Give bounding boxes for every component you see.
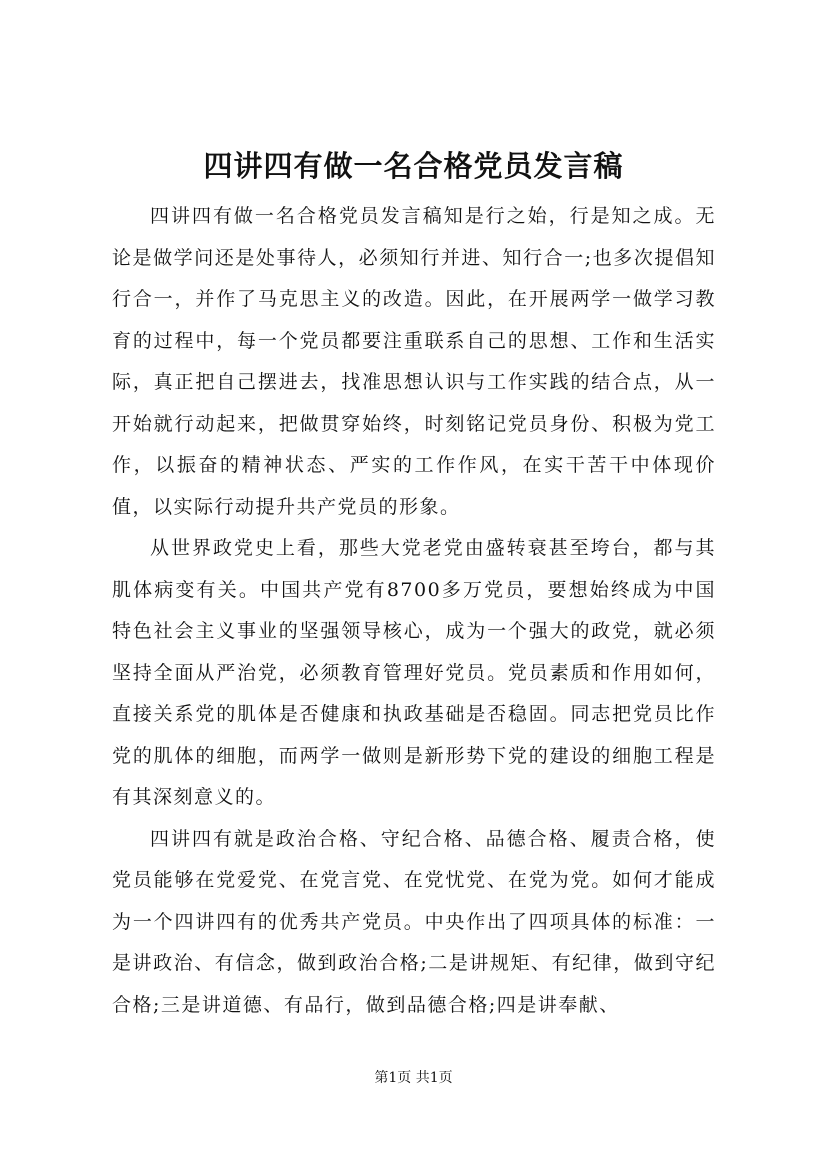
paragraph-2: 从世界政党史上看，那些大党老党由盛转衰甚至垮台，都与其肌体病变有关。中国共产党有8700多万党员，要想始终成为中国特色社会主义事业的坚强领导核心，成为一个强大的政党，就必须坚持全面从严治党，必须教育管理好党员。党员素质和作用如何，直接关系党的肌体是否健康和执政基础是否稳固。同志把党员比作党的肌体的细胞，而两学一做则是新形势下党的建设的细胞工程是有其深刻意义的。 bbox=[112, 537, 716, 808]
paragraph-1: 四讲四有做一名合格党员发言稿知是行之始，行是知之成。无论是做学问还是处事待人，必须知行并进、知行合一;也多次提倡知行合一，并作了马克思主义的改造。因此，在开展两学一做学习教育的过程中，每一个党员都要注重联系自己的思想、工作和生活实际，真正把自己摆进去，找准思想认识与工作实践的结合点，从一开始就行动起来，把做贯穿始终，时刻铭记党员身份、积极为党工作，以振奋的精神状态、严实的工作作风，在实干苦干中体现价值，以实际行动提升共产党员的形象。 bbox=[112, 205, 716, 518]
page-footer: 第1页 共1页 bbox=[374, 1070, 453, 1086]
document-title: 四讲四有做一名合格党员发言稿 bbox=[203, 149, 624, 183]
paragraph-3: 四讲四有就是政治合格、守纪合格、品德合格、履责合格，使党员能够在党爱党、在党言党、在党忧党、在党为党。如何才能成为一个四讲四有的优秀共产党员。中央作出了四项具体的标准：一是讲政治、有信念，做到政治合格;二是讲规矩、有纪律，做到守纪合格;三是讲道德、有品行，做到品德合格;四是讲奉献、 bbox=[112, 827, 716, 1016]
document-body bbox=[112, 196, 716, 1026]
